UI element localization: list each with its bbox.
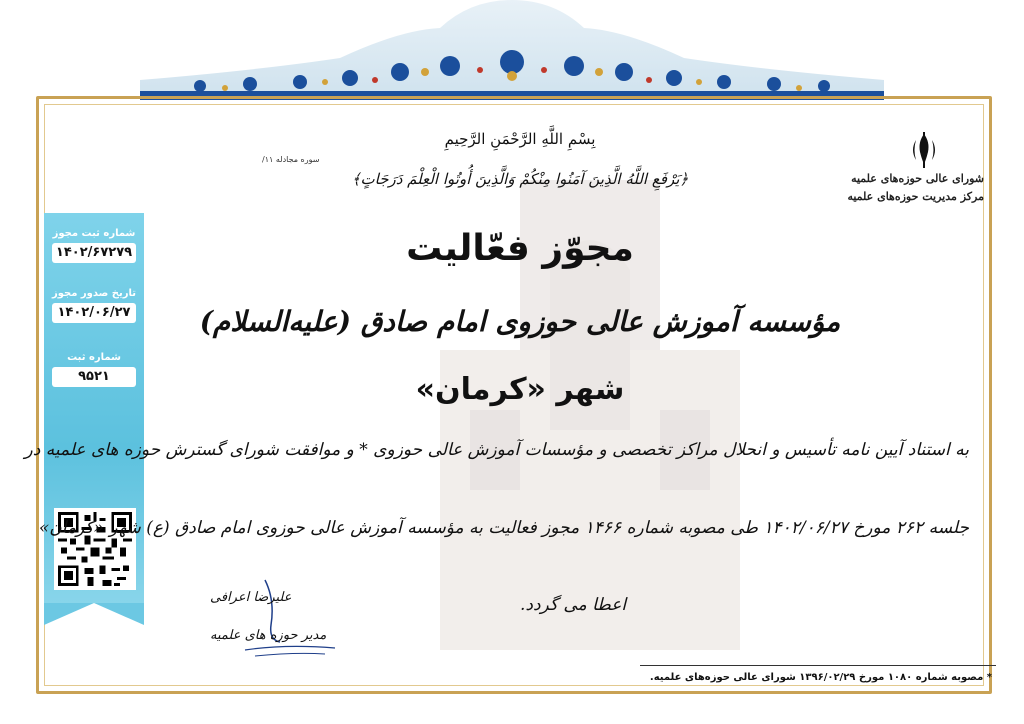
body-line-2: جلسه ۲۶۲ مورخ ۱۴۰۲/۰۶/۲۷ طی مصوبه شماره ۱۴۶۶ مجوز فعالیت به مؤسسه آموزش عالی حوزوی امام صادق (ع) شهر «کرمان» xyxy=(38,518,969,538)
issue-date-label: تاریخ صدور مجوز xyxy=(51,288,137,299)
license-number-value: ۱۴۰۲/۶۷۲۷۹ xyxy=(52,243,136,263)
surah-reference: سوره مجادله ۱۱/ xyxy=(262,155,320,164)
license-number-label: شماره ثبت مجوز xyxy=(52,228,136,239)
logo-line-2: مرکز مدیریت حوزه‌های علمیه xyxy=(847,190,984,203)
emblem-icon xyxy=(902,130,946,170)
signature-scribble xyxy=(205,570,345,670)
registration-number-label: شماره ثبت xyxy=(67,352,121,363)
footnote-divider xyxy=(640,665,996,666)
signatory-name: علیرضا اعرافی xyxy=(210,590,292,605)
certificate-title: مجوّز فعّالیت xyxy=(406,228,634,269)
basmala: بِسْمِ اللَّهِ الرَّحْمَنِ الرَّحِيمِ xyxy=(444,130,596,148)
logo-line-1: شورای عالی حوزه‌های علمیه xyxy=(851,172,984,185)
body-line-3: اعطا می گردد. xyxy=(520,595,627,615)
top-ornament xyxy=(140,0,884,100)
issue-date-value: ۱۴۰۲/۰۶/۲۷ xyxy=(52,303,136,323)
body-line-1: به استناد آیین نامه تأسیس و انحلال مراکز تخصصی و مؤسسات آموزش عالی حوزوی * و موافقت شورای گسترش حوزه های علمیه در xyxy=(24,440,969,460)
ribbon-notch xyxy=(44,603,144,625)
city-name: شهر «کرمان» xyxy=(415,372,625,407)
registration-number-value: ۹۵۲۱ xyxy=(52,367,136,387)
institute-name: مؤسسه آموزش عالی حوزوی امام صادق (علیه‌السلام) xyxy=(199,305,841,338)
quran-verse: ﴿يَرْفَعِ اللَّهُ الَّذِينَ آمَنُوا مِنْكُمْ وَالَّذِينَ أُوتُوا الْعِلْمَ دَرَجَاتٍ﴾ xyxy=(351,170,689,188)
footnote: * مصوبه شماره ۱۰۸۰ مورخ ۱۳۹۶/۰۲/۲۹ شورای عالی حوزه‌های علمیه. xyxy=(649,672,992,683)
signatory-title: مدیر حوزه های علمیه xyxy=(210,628,327,643)
